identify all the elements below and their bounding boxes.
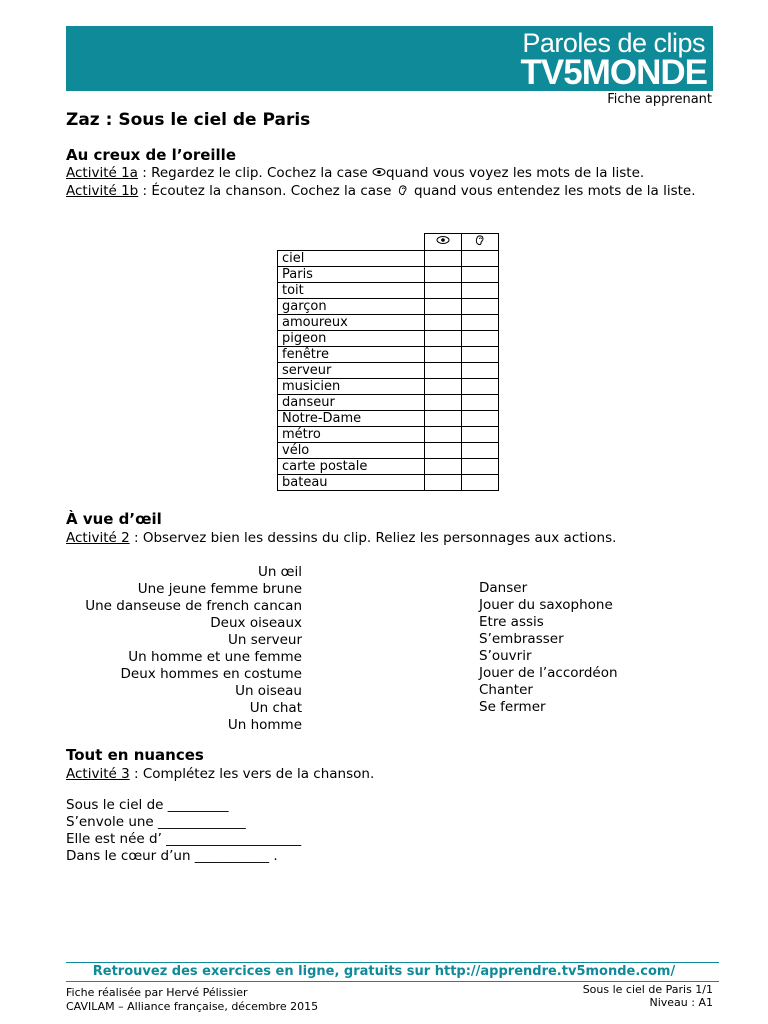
list-item: Jouer du saxophone [479,597,613,613]
see-checkbox-cell[interactable] [425,299,462,315]
list-item: Chanter [479,682,533,698]
hear-checkbox-cell[interactable] [462,251,499,267]
table-row [278,379,499,395]
section-heading-oreille: Au creux de l’oreille [66,146,236,164]
eye-icon [436,234,450,246]
word-cell: fenêtre [278,347,425,363]
see-checkbox-cell[interactable] [425,443,462,459]
ear-icon [396,184,410,196]
hear-checkbox-cell[interactable] [462,267,499,283]
table-row [278,411,499,427]
fiche-label: Fiche apprenant [607,92,712,107]
list-item: Danser [479,580,528,596]
word-cell: ciel [278,251,425,267]
see-checkbox-cell[interactable] [425,427,462,443]
table-row [278,347,499,363]
footer-page: Sous le ciel de Paris 1/1 [582,983,713,996]
hear-checkbox-cell[interactable] [462,395,499,411]
activity-1a-text-end: quand vous voyez les mots de la liste. [386,165,645,181]
activity-1a-label: Activité 1a [66,165,138,181]
eye-icon [372,166,386,178]
see-checkbox-cell[interactable] [425,363,462,379]
hear-checkbox-cell[interactable] [462,283,499,299]
list-item: S’embrasser [479,631,564,647]
footer-org: CAVILAM – Alliance française, décembre 2015 [66,1000,319,1013]
list-item: Une jeune femme brune [137,581,302,597]
word-cell: carte postale [278,459,425,475]
lyric-line[interactable]: Sous le ciel de _________ [66,797,229,813]
fill-in-lines [66,797,301,865]
see-checkbox-cell[interactable] [425,475,462,491]
list-item: Un homme et une femme [128,649,302,665]
footer-divider-top [66,962,719,963]
see-checkbox-cell[interactable] [425,347,462,363]
hear-checkbox-cell[interactable] [462,379,499,395]
footer-credits [66,986,318,1014]
header-ear-cell [462,234,499,251]
list-item: Une danseuse de french cancan [85,598,302,614]
table-row [278,267,499,283]
footer-page-info [583,983,713,1009]
online-exercises-link[interactable]: Retrouvez des exercices en ligne, gratuits sur http://apprendre.tv5monde.com/ [92,964,676,979]
activity-instructions-1 [66,164,713,200]
word-cell: Notre-Dame [278,411,425,427]
see-checkbox-cell[interactable] [425,395,462,411]
see-checkbox-cell[interactable] [425,251,462,267]
activity-3-label: Activité 3 [66,766,130,782]
lyric-line[interactable]: S’envole une _____________ [66,814,246,830]
activity-1a-text: : Regardez le clip. Cochez la case [137,165,372,181]
list-item: S’ouvrir [479,648,532,664]
hear-checkbox-cell[interactable] [462,315,499,331]
see-checkbox-cell[interactable] [425,411,462,427]
lyric-line[interactable]: Elle est née d’ ____________________ [66,831,302,847]
list-item: Un chat [249,700,302,716]
footer-level: Niveau : A1 [649,996,713,1009]
see-checkbox-cell[interactable] [425,267,462,283]
actions-list [479,580,618,716]
see-checkbox-cell[interactable] [425,315,462,331]
page-title: Zaz : Sous le ciel de Paris [66,110,311,130]
word-cell: amoureux [278,315,425,331]
table-row [278,443,499,459]
activity-1b-text: : Écoutez la chanson. Cochez la case [138,183,396,199]
hear-checkbox-cell[interactable] [462,299,499,315]
word-cell: garçon [278,299,425,315]
lyric-line[interactable]: Dans le cœur d’un ___________ . [66,848,278,864]
hear-checkbox-cell[interactable] [462,411,499,427]
see-checkbox-cell[interactable] [425,459,462,475]
brand-logo: TV5MONDE [520,53,707,92]
characters-list [66,564,302,734]
list-item: Jouer de l’accordéon [479,665,618,681]
table-row [278,315,499,331]
brand-title: Paroles de clips [522,28,705,58]
list-item: Deux oiseaux [210,615,302,631]
table-row [278,251,499,267]
activity-2-label: Activité 2 [66,530,130,546]
word-cell: toit [278,283,425,299]
table-row [278,331,499,347]
header-eye-cell [425,234,462,251]
see-checkbox-cell[interactable] [425,379,462,395]
word-cell: pigeon [278,331,425,347]
header-blank-cell [278,234,425,251]
table-row [278,395,499,411]
list-item: Un serveur [227,632,302,648]
activity-3-text: : Complétez les vers de la chanson. [129,766,375,782]
section-heading-nuances: Tout en nuances [66,746,204,764]
list-item: Un homme [227,717,302,733]
table-row [278,363,499,379]
activity-1b-text-end: quand vous entendez les mots de la liste. [409,183,696,199]
activity-1b-label: Activité 1b [66,183,139,199]
table-row [278,299,499,315]
word-cell: serveur [278,363,425,379]
see-checkbox-cell[interactable] [425,283,462,299]
ear-icon [473,234,487,246]
activity-3-instructions [66,766,374,782]
word-cell: bateau [278,475,425,491]
hear-checkbox-cell[interactable] [462,363,499,379]
word-cell: musicien [278,379,425,395]
table-row [278,427,499,443]
list-item: Etre assis [479,614,544,630]
list-item: Deux hommes en costume [120,666,302,682]
table-row [278,283,499,299]
list-item: Un œil [257,564,302,580]
hear-checkbox-cell[interactable] [462,475,499,491]
list-item: Se fermer [479,699,546,715]
see-checkbox-cell[interactable] [425,331,462,347]
word-cell: métro [278,427,425,443]
activity-2-instructions [66,530,616,546]
table-row [278,475,499,491]
word-checklist-table [277,233,499,491]
hear-checkbox-cell[interactable] [462,427,499,443]
footer-author: Fiche réalisée par Hervé Pélissier [66,986,248,999]
table-header-row [278,234,499,251]
word-cell: danseur [278,395,425,411]
header-banner [66,26,713,91]
section-heading-vue: À vue d’œil [66,510,162,528]
word-cell: vélo [278,443,425,459]
word-cell: Paris [278,267,425,283]
hear-checkbox-cell[interactable] [462,347,499,363]
footer-divider-bottom [66,981,719,982]
hear-checkbox-cell[interactable] [462,331,499,347]
hear-checkbox-cell[interactable] [462,459,499,475]
table-row [278,459,499,475]
list-item: Un oiseau [235,683,302,699]
hear-checkbox-cell[interactable] [462,443,499,459]
activity-2-text: : Observez bien les dessins du clip. Reliez les personnages aux actions. [129,530,617,546]
